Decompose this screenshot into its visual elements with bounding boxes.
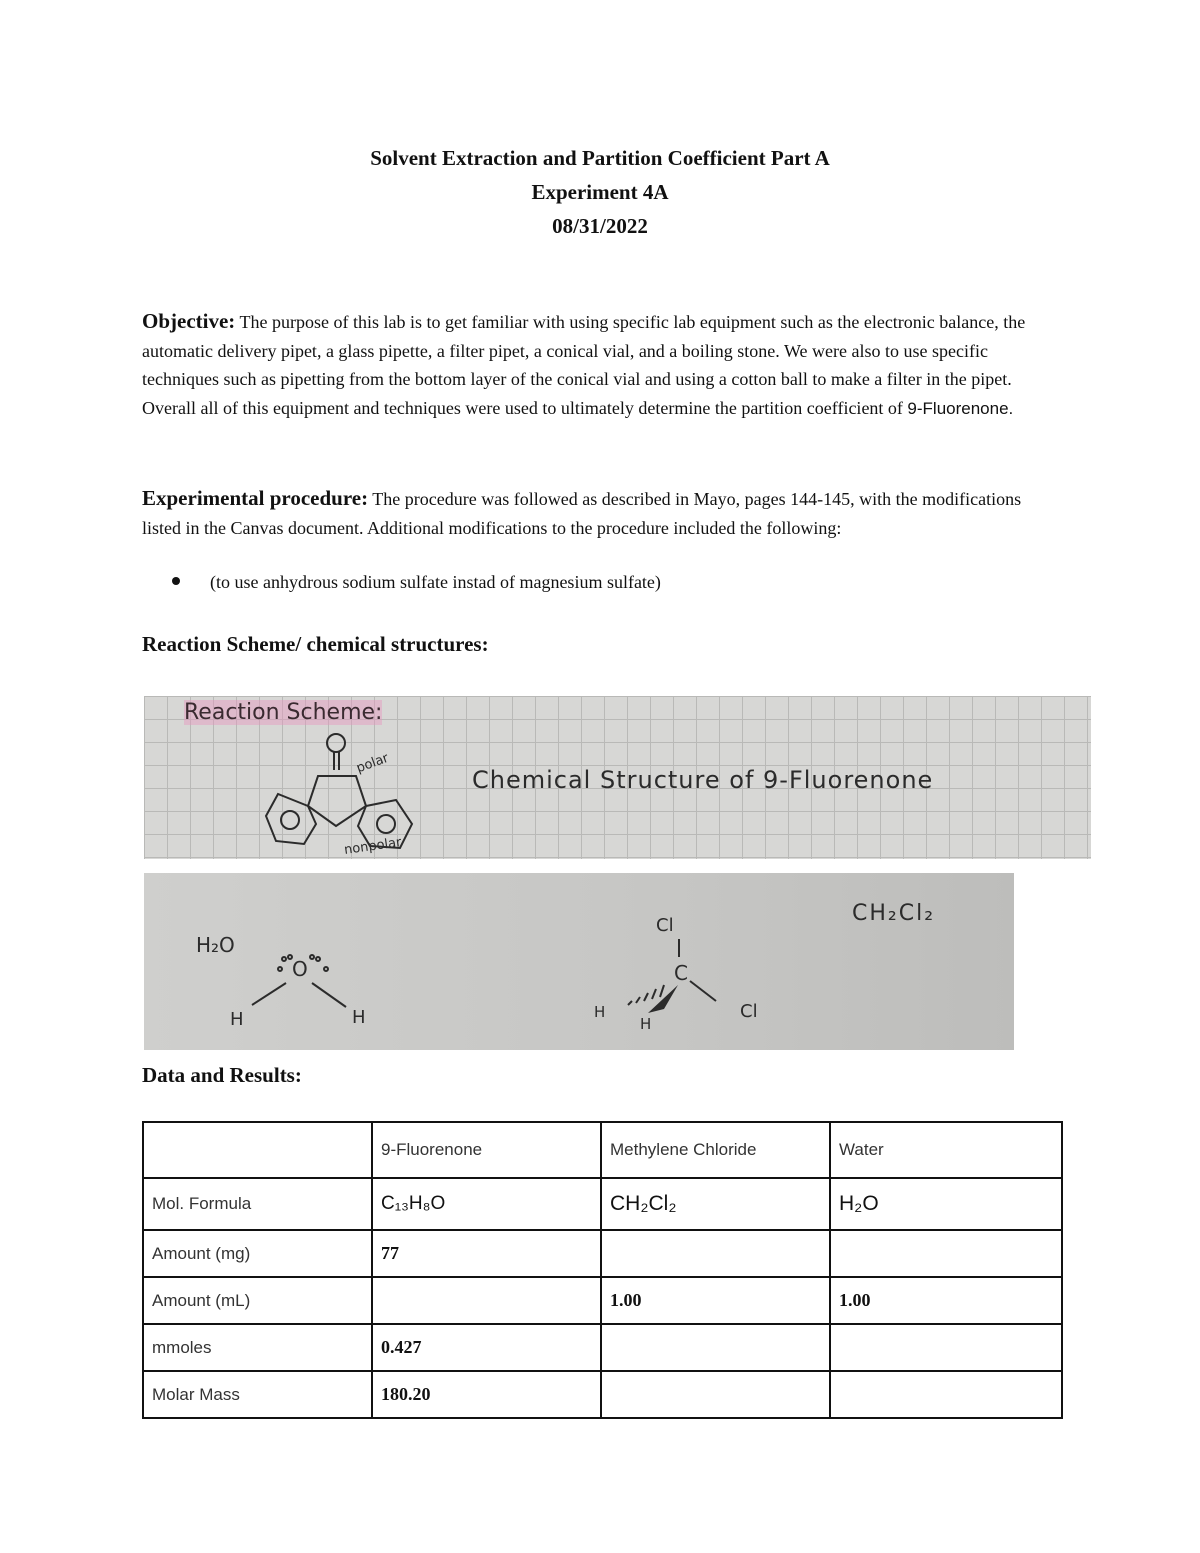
objective-label: Objective: bbox=[142, 309, 236, 333]
reaction-scheme-photo bbox=[144, 696, 1091, 859]
table-header-row bbox=[143, 1122, 1062, 1178]
table-header-cell: Methylene Chloride bbox=[601, 1122, 830, 1178]
table-cell: 77 bbox=[372, 1230, 601, 1277]
table-cell: 1.00 bbox=[601, 1277, 830, 1324]
dcm-cl-right-label: Cl bbox=[740, 1001, 758, 1022]
table-cell bbox=[601, 1230, 830, 1277]
objective-paragraph bbox=[142, 307, 1062, 424]
table-cell bbox=[830, 1230, 1062, 1277]
table-cell: H₂O bbox=[830, 1178, 1062, 1230]
table-cell: 180.20 bbox=[372, 1371, 601, 1418]
table-cell bbox=[372, 1277, 601, 1324]
table-row bbox=[143, 1371, 1062, 1418]
table-cell: C₁₃H₈O bbox=[372, 1178, 601, 1230]
data-heading: Data and Results: bbox=[142, 1063, 302, 1087]
procedure-text: The procedure was followed as described in Mayo, pages 144-145, with the modifications listed in the Canvas document. Additional modifications to the procedure included the following: bbox=[142, 489, 1022, 538]
document-date: 08/31/2022 bbox=[552, 214, 648, 238]
row-label: Amount (mL) bbox=[143, 1277, 372, 1324]
table-header-cell: 9-Fluorenone bbox=[372, 1122, 601, 1178]
solvent-structures-photo bbox=[144, 873, 1014, 1050]
results-table bbox=[142, 1121, 1063, 1419]
document-header bbox=[0, 141, 1200, 243]
table-cell: CH₂Cl₂ bbox=[601, 1178, 830, 1230]
photo-polar-label: polar bbox=[354, 750, 391, 777]
dcm-label: CH₂Cl₂ bbox=[852, 901, 936, 926]
photo-nonpolar-label: nonpolar bbox=[343, 835, 403, 858]
table-cell bbox=[601, 1324, 830, 1371]
photo-scheme-heading: Reaction Scheme: bbox=[184, 700, 383, 725]
row-label: Mol. Formula bbox=[143, 1178, 372, 1230]
experiment-number: Experiment 4A bbox=[531, 180, 669, 204]
table-header-cell-empty bbox=[143, 1122, 372, 1178]
table-cell: 0.427 bbox=[372, 1324, 601, 1371]
procedure-paragraph bbox=[142, 484, 1062, 542]
table-row bbox=[143, 1277, 1062, 1324]
table-row bbox=[143, 1230, 1062, 1277]
table-header-cell: Water bbox=[830, 1122, 1062, 1178]
bullet-dot-icon bbox=[172, 577, 180, 585]
procedure-label: Experimental procedure: bbox=[142, 486, 369, 510]
objective-compound: 9-Fluorenone. bbox=[907, 399, 1014, 419]
water-oxygen-label: O bbox=[292, 957, 308, 981]
fluorenone-structure-drawing bbox=[262, 726, 432, 856]
document-title: Solvent Extraction and Partition Coefficient Part A bbox=[370, 146, 830, 170]
objective-text: The purpose of this lab is to get familiar with using specific lab equipment such as the electronic balance, the automatic delivery pipet, a glass pipette, a filter pipet, a conical vial, and a boiling stone. We were also to use specific techniques such as pipetting from the bottom layer of the conical vial and using a cotton ball to make a filter in the pipet. Overall all of this equipment and techniques were used to ultimately determine the partition coefficient of bbox=[142, 312, 1026, 419]
table-cell bbox=[830, 1371, 1062, 1418]
water-bonds-drawing bbox=[244, 953, 374, 1023]
dcm-cl-top-label: Cl bbox=[656, 915, 674, 936]
table-row bbox=[143, 1178, 1062, 1230]
photo-fluorenone-caption: Chemical Structure of 9-Fluorenone bbox=[472, 766, 934, 794]
row-label: Molar Mass bbox=[143, 1371, 372, 1418]
dcm-bonds-drawing bbox=[604, 937, 764, 1027]
table-row bbox=[143, 1324, 1062, 1371]
scheme-heading: Reaction Scheme/ chemical structures: bbox=[142, 632, 489, 656]
water-h-left-label: H bbox=[230, 1009, 244, 1030]
procedure-bullet bbox=[172, 572, 661, 593]
dcm-h-wedge-1-label: H bbox=[594, 1003, 606, 1021]
row-label: Amount (mg) bbox=[143, 1230, 372, 1277]
table-cell: 1.00 bbox=[830, 1277, 1062, 1324]
water-label: H₂O bbox=[196, 933, 235, 957]
dcm-c-label: C bbox=[674, 961, 688, 985]
water-h-right-label: H bbox=[352, 1007, 366, 1028]
table-cell bbox=[601, 1371, 830, 1418]
row-label: mmoles bbox=[143, 1324, 372, 1371]
dcm-h-wedge-2-label: H bbox=[640, 1015, 652, 1033]
procedure-bullet-text: (to use anhydrous sodium sulfate instad of magnesium sulfate) bbox=[210, 572, 661, 592]
table-cell bbox=[830, 1324, 1062, 1371]
